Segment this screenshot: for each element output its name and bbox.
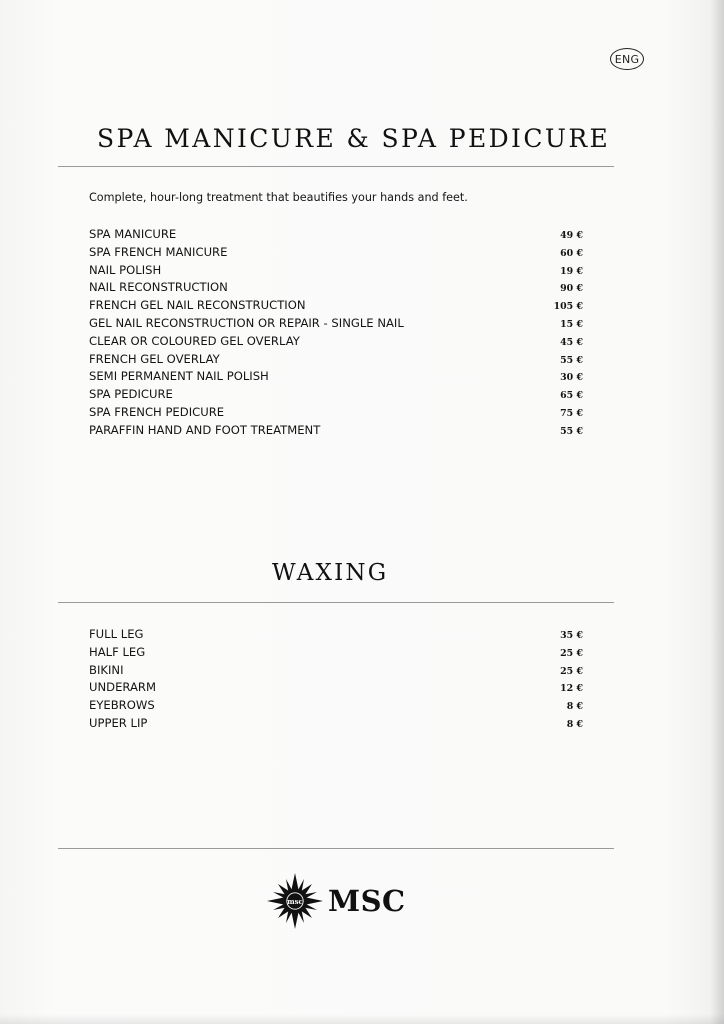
footer-divider bbox=[58, 848, 614, 849]
page-edge-shadow bbox=[710, 0, 724, 1024]
waxing-section-title: WAXING bbox=[272, 560, 389, 586]
spa-title-divider bbox=[58, 166, 614, 167]
treatment-price: 105 € bbox=[553, 301, 583, 313]
treatment-name: FRENCH GEL NAIL RECONSTRUCTION bbox=[89, 298, 306, 313]
treatment-name: HALF LEG bbox=[89, 644, 146, 659]
treatment-name: CLEAR OR COLOURED GEL OVERLAY bbox=[89, 333, 300, 348]
price-row bbox=[89, 244, 583, 262]
price-row bbox=[89, 386, 583, 404]
treatment-price: 45 € bbox=[560, 336, 583, 348]
treatment-name: SPA MANICURE bbox=[89, 227, 177, 241]
treatment-name: EYEBROWS bbox=[89, 698, 155, 713]
price-row bbox=[89, 262, 583, 280]
price-row bbox=[89, 315, 583, 333]
msc-logo-text: MSC bbox=[328, 884, 406, 918]
treatment-name: SPA PEDICURE bbox=[89, 387, 173, 402]
price-row bbox=[89, 679, 583, 697]
treatment-price: 90 € bbox=[560, 283, 583, 295]
treatment-price: 25 € bbox=[560, 665, 583, 677]
price-row bbox=[89, 715, 583, 733]
treatment-name: PARAFFIN HAND AND FOOT TREATMENT bbox=[89, 422, 321, 437]
price-row bbox=[89, 351, 583, 369]
price-row bbox=[89, 368, 583, 386]
treatment-name: SEMI PERMANENT NAIL POLISH bbox=[89, 369, 269, 384]
price-row bbox=[89, 404, 583, 422]
treatment-name: BIKINI bbox=[89, 662, 124, 677]
treatment-name: NAIL POLISH bbox=[89, 262, 162, 277]
treatment-name: SPA FRENCH MANICURE bbox=[89, 244, 228, 259]
logo-emblem-text: msc bbox=[287, 897, 303, 906]
language-badge: ENG bbox=[610, 48, 644, 70]
treatment-name: GEL NAIL RECONSTRUCTION OR REPAIR - SINGLE NAIL bbox=[89, 315, 404, 330]
treatment-name: SPA FRENCH PEDICURE bbox=[89, 404, 225, 419]
msc-logo bbox=[266, 872, 406, 930]
waxing-title-divider bbox=[58, 602, 614, 603]
treatment-price: 75 € bbox=[560, 407, 583, 419]
treatment-price: 25 € bbox=[560, 647, 583, 659]
spa-intro-text: Complete, hour-long treatment that beautifies your hands and feet. bbox=[89, 191, 468, 204]
treatment-price: 55 € bbox=[560, 354, 583, 366]
price-row bbox=[89, 662, 583, 680]
spa-section-title: SPA MANICURE & SPA PEDICURE bbox=[97, 124, 611, 153]
waxing-price-list bbox=[89, 626, 583, 733]
treatment-price: 12 € bbox=[560, 683, 583, 695]
price-row bbox=[89, 226, 583, 244]
compass-rose-icon bbox=[266, 872, 324, 930]
treatment-name: NAIL RECONSTRUCTION bbox=[89, 280, 228, 295]
price-row bbox=[89, 297, 583, 315]
treatment-price: 49 € bbox=[560, 230, 583, 241]
price-row bbox=[89, 697, 583, 715]
price-row bbox=[89, 626, 583, 644]
spa-price-list bbox=[89, 226, 583, 440]
price-row bbox=[89, 333, 583, 351]
treatment-price: 30 € bbox=[560, 372, 583, 384]
price-row bbox=[89, 644, 583, 662]
treatment-name: FULL LEG bbox=[89, 627, 144, 641]
treatment-name: FRENCH GEL OVERLAY bbox=[89, 351, 220, 366]
treatment-price: 15 € bbox=[560, 318, 583, 330]
treatment-name: UNDERARM bbox=[89, 680, 156, 695]
treatment-price: 19 € bbox=[560, 265, 583, 277]
price-row bbox=[89, 279, 583, 297]
treatment-price: 65 € bbox=[560, 390, 583, 402]
treatment-name: UPPER LIP bbox=[89, 715, 148, 730]
treatment-price: 35 € bbox=[560, 630, 583, 641]
page-bottom-shadow bbox=[0, 1014, 724, 1024]
treatment-price: 8 € bbox=[566, 718, 583, 730]
treatment-price: 60 € bbox=[560, 247, 583, 259]
price-row bbox=[89, 422, 583, 440]
treatment-price: 55 € bbox=[560, 425, 583, 437]
treatment-price: 8 € bbox=[566, 701, 583, 713]
